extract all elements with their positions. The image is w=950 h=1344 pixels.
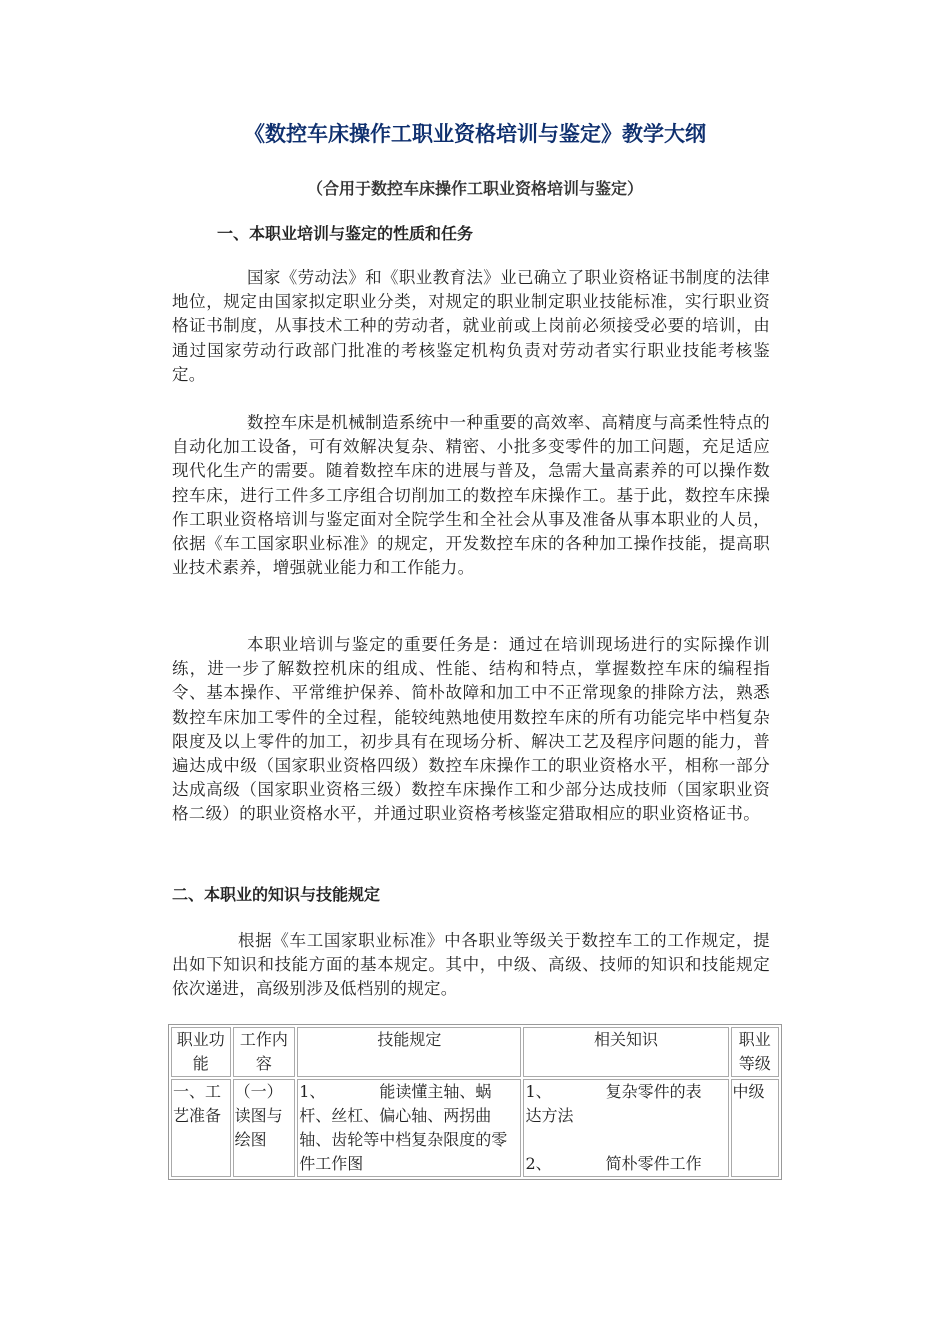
- knowledge-item-2: [525, 1152, 726, 1176]
- section-1-paragraph-2: 数控车床是机械制造系统中一种重要的高效率、高精度与高柔性特点的自动化加工设备，可有效解决复杂、精密、小批多变零件的加工问题，充足适应现代化生产的需要。随着数控车床的进展与普及，急需大量高素养的可以操作数控车床，进行工件多工序组合切削加工的数控车床操作工。基于此，数控车床操作工职业资格培训与鉴定面对全院学生和全社会从事及准备从事本职业的人员，依据《车工国家职业标准》的规定，开发数控车床的各种加工操作技能，提高职业技术素养，增强就业能力和工作能力。: [172, 413, 770, 578]
- table-row: [171, 1079, 779, 1177]
- knowledge-item-rest: 达方法: [525, 1106, 574, 1125]
- header-skill: 技能规定: [297, 1027, 521, 1077]
- cell-level: 中级: [731, 1079, 780, 1177]
- cell-content: （一）读图与绘图: [233, 1079, 296, 1177]
- knowledge-item-1: [525, 1080, 726, 1128]
- knowledge-item-number: 2、: [525, 1154, 552, 1173]
- cell-skill: [297, 1079, 521, 1177]
- header-knowledge: 相关知识: [523, 1027, 728, 1077]
- skill-item-rest: 杆、丝杠、偏心轴、两拐曲轴、齿轮等中档复杂限度的零件工作图: [299, 1106, 508, 1173]
- skills-table: [168, 1024, 782, 1180]
- header-content: 工作内容: [233, 1027, 296, 1077]
- document-subtitle: （合用于数控车床操作工职业资格培训与鉴定）: [306, 179, 643, 198]
- document-title: 《数控车床操作工职业资格培训与鉴定》教学大纲: [244, 122, 706, 146]
- section-2-heading: 二、本职业的知识与技能规定: [172, 885, 381, 904]
- section-1-paragraph-3: 本职业培训与鉴定的重要任务是：通过在培训现场进行的实际操作训练，进一步了解数控机床的组成、性能、结构和特点，掌握数控车床的编程指令、基本操作、平常维护保养、简朴故障和加工中不正常现象的排除方法，熟悉数控车床加工零件的全过程，能较纯熟地使用数控车床的所有功能完毕中档复杂限度及以上零件的加工，初步具有在现场分析、解决工艺及程序问题的能力，普遍达成中级（国家职业资格四级）数控车床操作工的职业资格水平，相称一部分达成高级（国家职业资格三级）数控车床操作工和少部分达成技师（国家职业资格二级）的职业资格水平，并通过职业资格考核鉴定猎取相应的职业资格证书。: [172, 635, 770, 824]
- section-1-paragraph-1: 国家《劳动法》和《职业教育法》业已确立了职业资格证书制度的法律地位，规定由国家拟定职业分类，对规定的职业制定职业技能标准，实行职业资格证书制度，从事技术工种的劳动者，就业前或上岗前必须接受必要的培训，由通过国家劳动行政部门批准的考核鉴定机构负责对劳动者实行职业技能考核鉴定。: [172, 268, 770, 384]
- cell-knowledge: [523, 1079, 728, 1177]
- cell-function: 一、工艺准备: [171, 1079, 231, 1177]
- header-function: 职业功能: [171, 1027, 231, 1077]
- header-level: 职业等级: [731, 1027, 780, 1077]
- knowledge-item-first-line: 简朴零件工作: [605, 1154, 702, 1173]
- skill-item-number: 1、: [299, 1082, 326, 1101]
- section-1-heading: 一、本职业培训与鉴定的性质和任务: [217, 224, 474, 243]
- section-2-paragraph: 根据《车工国家职业标准》中各职业等级关于数控车工的工作规定，提出如下知识和技能方面的基本规定。其中，中级、高级、技师的知识和技能规定依次递进，高级别涉及低档别的规定。: [172, 931, 770, 999]
- knowledge-item-number: 1、: [525, 1082, 552, 1101]
- knowledge-item-first-line: 复杂零件的表: [605, 1082, 702, 1101]
- skill-item-first-line: 能读懂主轴、蜗: [379, 1082, 492, 1101]
- table-header-row: [171, 1027, 779, 1077]
- skill-item-1: [299, 1080, 519, 1176]
